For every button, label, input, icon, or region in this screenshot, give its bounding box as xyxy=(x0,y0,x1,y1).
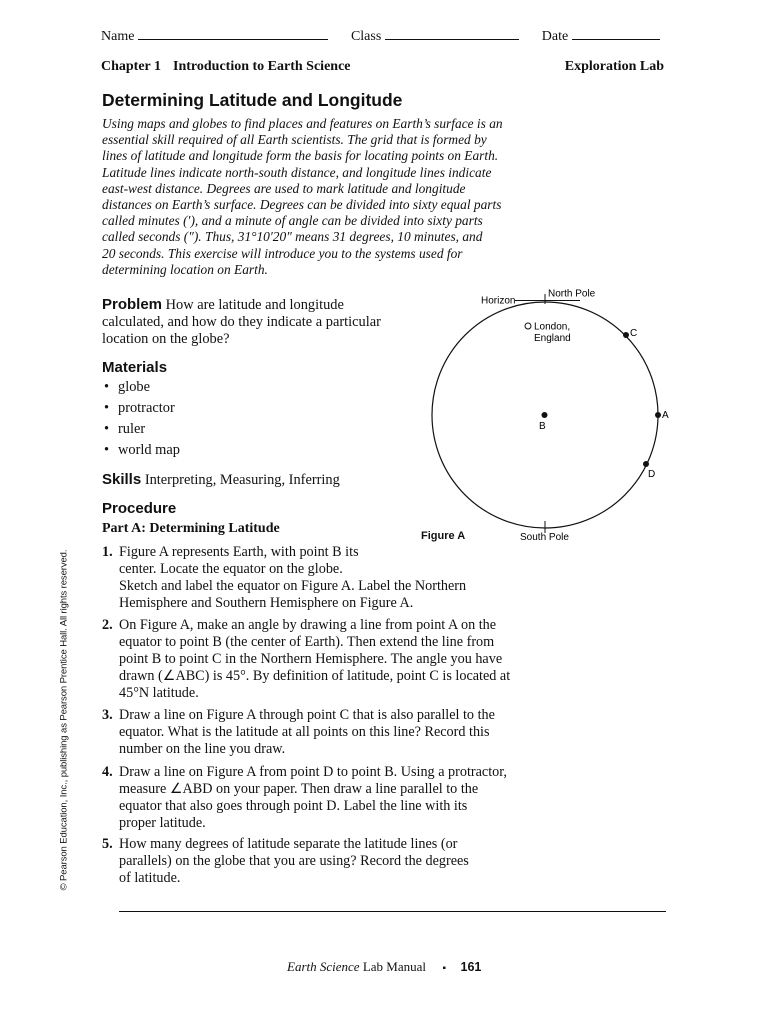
problem-section xyxy=(102,296,432,348)
name-line xyxy=(138,25,328,40)
step-line: On Figure A, make an angle by drawing a line from point A on the xyxy=(119,617,497,633)
intro-line: essential skill required of all Earth scientists. The grid that is formed by xyxy=(102,132,487,148)
list-item: • globe xyxy=(104,379,150,395)
intro-line: lines of latitude and longitude form the basis for locating points on Earth. xyxy=(102,148,499,164)
intro-paragraph xyxy=(102,116,562,278)
step-number: 1. xyxy=(102,544,113,560)
list-item: • protractor xyxy=(104,400,175,416)
materials-list xyxy=(104,377,180,461)
north-pole-label: North Pole xyxy=(548,288,596,300)
step-line: 45°N latitude. xyxy=(119,685,199,701)
chapter-title: Introduction to Earth Science xyxy=(173,59,351,74)
footer-bullet: ▪ xyxy=(442,963,447,974)
intro-line: Latitude lines indicate north-south distance, and longitude lines indicate xyxy=(102,164,492,180)
figure-a-globe xyxy=(420,282,690,552)
step-number: 2. xyxy=(102,617,113,633)
point-c-label: C xyxy=(630,328,638,339)
step-line: Draw a line on Figure A through point C that is also parallel to the xyxy=(119,707,495,723)
step-line: number on the line you draw. xyxy=(119,741,286,757)
header-fields xyxy=(101,25,660,45)
page-title: Determining Latitude and Longitude xyxy=(102,90,403,110)
footer xyxy=(287,959,481,975)
intro-line: 20 seconds. This exercise will introduce you to the systems used for xyxy=(102,245,463,261)
procedure-step-5 xyxy=(102,836,572,887)
lab-type: Exploration Lab xyxy=(564,59,664,74)
intro-line: Using maps and globes to find places and features on Earth’s surface is an xyxy=(102,116,503,131)
step-line: drawn (∠ABC) is 45°. By definition of latitude, point C is located at xyxy=(119,668,511,684)
materials-heading: Materials xyxy=(102,359,168,376)
step-line: equator to point B (the center of Earth). Then extend the line from xyxy=(119,634,495,650)
problem-heading: Problem xyxy=(102,296,163,313)
page-number: 161 xyxy=(460,960,482,974)
list-item: • world map xyxy=(104,442,180,458)
point-d-marker xyxy=(643,461,649,467)
footer-manual-italic: Earth Science xyxy=(287,959,360,974)
procedure-heading: Procedure xyxy=(102,500,177,517)
south-pole-label: South Pole xyxy=(520,532,569,543)
point-a-marker xyxy=(655,412,661,418)
chapter-heading xyxy=(101,59,351,75)
step-line: Draw a line on Figure A from point D to point B. Using a protractor, xyxy=(119,764,507,780)
step-line: Figure A represents Earth, with point B its xyxy=(119,544,359,560)
intro-line: distances on Earth’s surface. Degrees can be divided into sixty equal parts xyxy=(102,197,502,213)
part-a-heading: Part A: Determining Latitude xyxy=(102,521,280,536)
london-label: London, xyxy=(534,321,571,333)
step-line: Hemisphere and Southern Hemisphere on Figure A. xyxy=(119,595,414,611)
problem-text: location on the globe? xyxy=(102,331,230,347)
intro-line: east-west distance. Degrees are used to mark latitude and longitude xyxy=(102,180,466,196)
class-line xyxy=(385,25,519,40)
problem-text: calculated, and how do they indicate a particular xyxy=(102,314,381,330)
step-line: How many degrees of latitude separate the latitude lines (or xyxy=(119,836,458,852)
step-line: proper latitude. xyxy=(119,815,206,831)
procedure-step-4 xyxy=(102,764,572,832)
class-label: Class xyxy=(350,29,382,44)
step-line: center. Locate the equator on the globe. xyxy=(119,561,343,577)
intro-line: determining location on Earth. xyxy=(102,261,268,277)
skills-heading: Skills xyxy=(102,471,142,488)
skills-section xyxy=(102,471,340,489)
list-item: • ruler xyxy=(104,421,146,437)
bottom-rule xyxy=(119,911,666,912)
chapter-number: Chapter 1 xyxy=(101,59,162,74)
procedure-step-2 xyxy=(102,617,572,702)
procedure-step-1 xyxy=(102,544,542,612)
step-number: 3. xyxy=(102,707,113,723)
london-marker xyxy=(525,323,531,329)
step-line: parallels) on the globe that you are using? Record the degrees xyxy=(119,853,469,869)
figure-caption: Figure A xyxy=(421,530,466,542)
step-line: equator that also goes through point D. Label the line with its xyxy=(119,798,468,814)
step-line: equator. What is the latitude at all points on this line? Record this xyxy=(119,724,490,740)
step-line: Sketch and label the equator on Figure A. Label the Northern xyxy=(119,578,467,594)
point-a-label: A xyxy=(662,410,669,421)
point-c-marker xyxy=(623,332,629,338)
point-b-label: B xyxy=(539,421,546,432)
footer-manual: Lab Manual xyxy=(359,959,426,974)
horizon-label: Horizon xyxy=(481,295,516,307)
point-b-marker xyxy=(542,412,548,418)
date-line xyxy=(572,25,660,40)
step-line: point B to point C in the Northern Hemisphere. The angle you have xyxy=(119,651,503,667)
procedure-step-3 xyxy=(102,707,572,758)
step-line: measure ∠ABD on your paper. Then draw a line parallel to the xyxy=(119,781,479,797)
step-number: 5. xyxy=(102,836,113,852)
copyright-text: © Pearson Education, Inc., publishing as Pearson Prentice Hall. All rights reserved. xyxy=(58,549,70,891)
step-line: of latitude. xyxy=(119,870,181,886)
name-label: Name xyxy=(101,29,135,44)
step-number: 4. xyxy=(102,764,113,780)
problem-text: How are latitude and longitude xyxy=(165,297,344,313)
point-d-label: D xyxy=(648,469,656,480)
date-label: Date xyxy=(541,29,569,44)
london-label: England xyxy=(534,333,571,344)
intro-line: called seconds (″). Thus, 31°10′20″ means 31 degrees, 10 minutes, and xyxy=(102,229,483,245)
skills-text: Interpreting, Measuring, Inferring xyxy=(144,472,340,488)
intro-line: called minutes (′), and a minute of angle can be divided into sixty parts xyxy=(102,213,483,229)
